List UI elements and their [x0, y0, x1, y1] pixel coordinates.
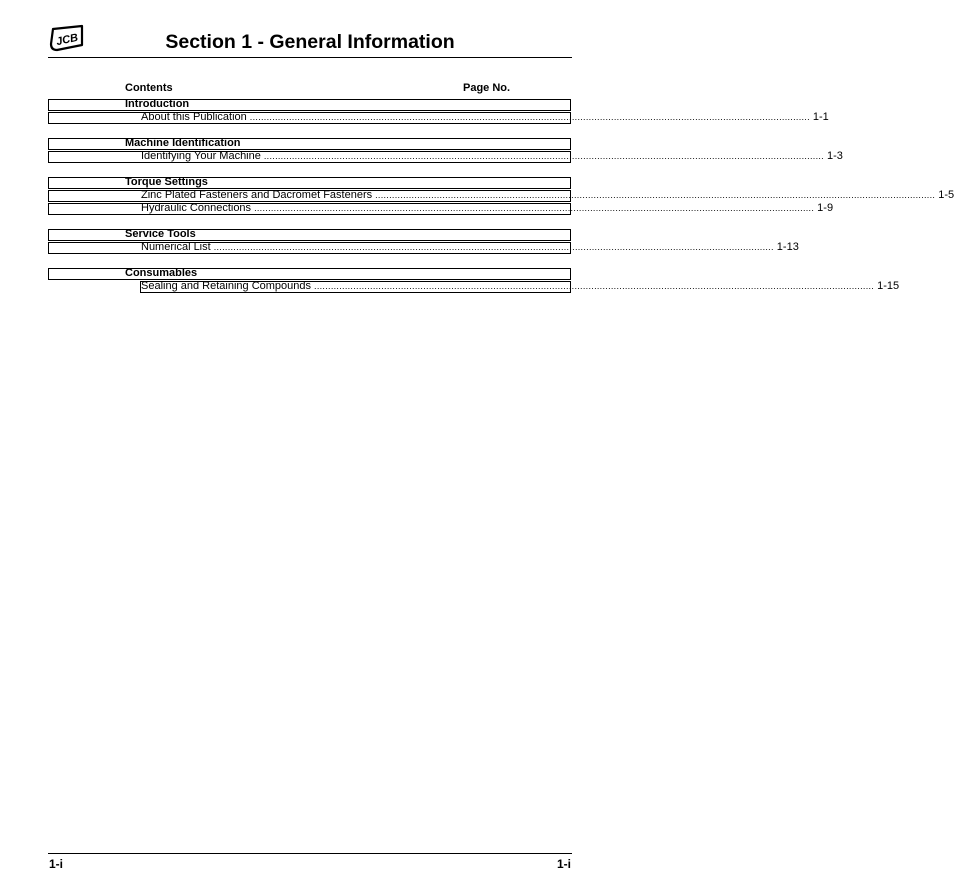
page-no-heading: Page No.: [463, 82, 511, 94]
toc-entry-page: 1-1: [812, 111, 829, 123]
toc-entry[interactable]: [141, 150, 843, 162]
toc-entry[interactable]: [141, 111, 829, 123]
toc-entry-label: Identifying Your Machine: [141, 150, 261, 162]
toc-entry-label: Numerical List: [141, 241, 211, 253]
section-title-introduction: Introduction: [125, 98, 190, 110]
dot-leader: ........................................................................................................................................................................................................: [249, 112, 810, 122]
footer-rule: [48, 853, 572, 854]
toc-entry[interactable]: [141, 241, 799, 253]
toc-entry-label: Sealing and Retaining Compounds: [141, 280, 312, 292]
toc-entry-page: 1-15: [877, 280, 900, 292]
toc-entry-page: 1-13: [776, 241, 799, 253]
footer-page-number-left: 1-i: [49, 857, 64, 871]
toc-entry-label: Zinc Plated Fasteners and Dacromet Fasteners: [141, 189, 373, 201]
toc-entry[interactable]: [141, 202, 834, 214]
toc-entry[interactable]: [141, 189, 954, 201]
toc-entry-page: 1-3: [826, 150, 843, 162]
toc-entry-label: About this Publication: [141, 111, 247, 123]
dot-leader: ........................................................................................................................................................................................................: [314, 281, 875, 291]
toc-entry-label: Hydraulic Connections: [141, 202, 252, 214]
section-title-consumables: Consumables: [125, 267, 198, 279]
dot-leader: ........................................................................................................................................................................................................: [254, 203, 815, 213]
section-title-torque-settings: Torque Settings: [125, 176, 208, 188]
toc-entry[interactable]: [141, 280, 900, 292]
footer-page-number-right: 1-i: [556, 857, 571, 871]
section-title-service-tools: Service Tools: [125, 228, 196, 240]
dot-leader: ........................................................................................................................................................................................................: [263, 151, 824, 161]
section-title-machine-identification: Machine Identification: [125, 137, 241, 149]
toc-entry-page: 1-9: [817, 202, 834, 214]
dot-leader: ........................................................................................................................................................................................................: [375, 190, 936, 200]
header-rule: [48, 57, 572, 58]
toc-entry-page: 1-5: [938, 189, 954, 201]
dot-leader: ........................................................................................................................................................................................................: [213, 242, 774, 252]
contents-heading: Contents: [125, 82, 173, 94]
page-title: Section 1 - General Information: [165, 31, 455, 53]
jcb-logo: [49, 25, 85, 51]
svg-text:JCB: JCB: [55, 31, 80, 49]
